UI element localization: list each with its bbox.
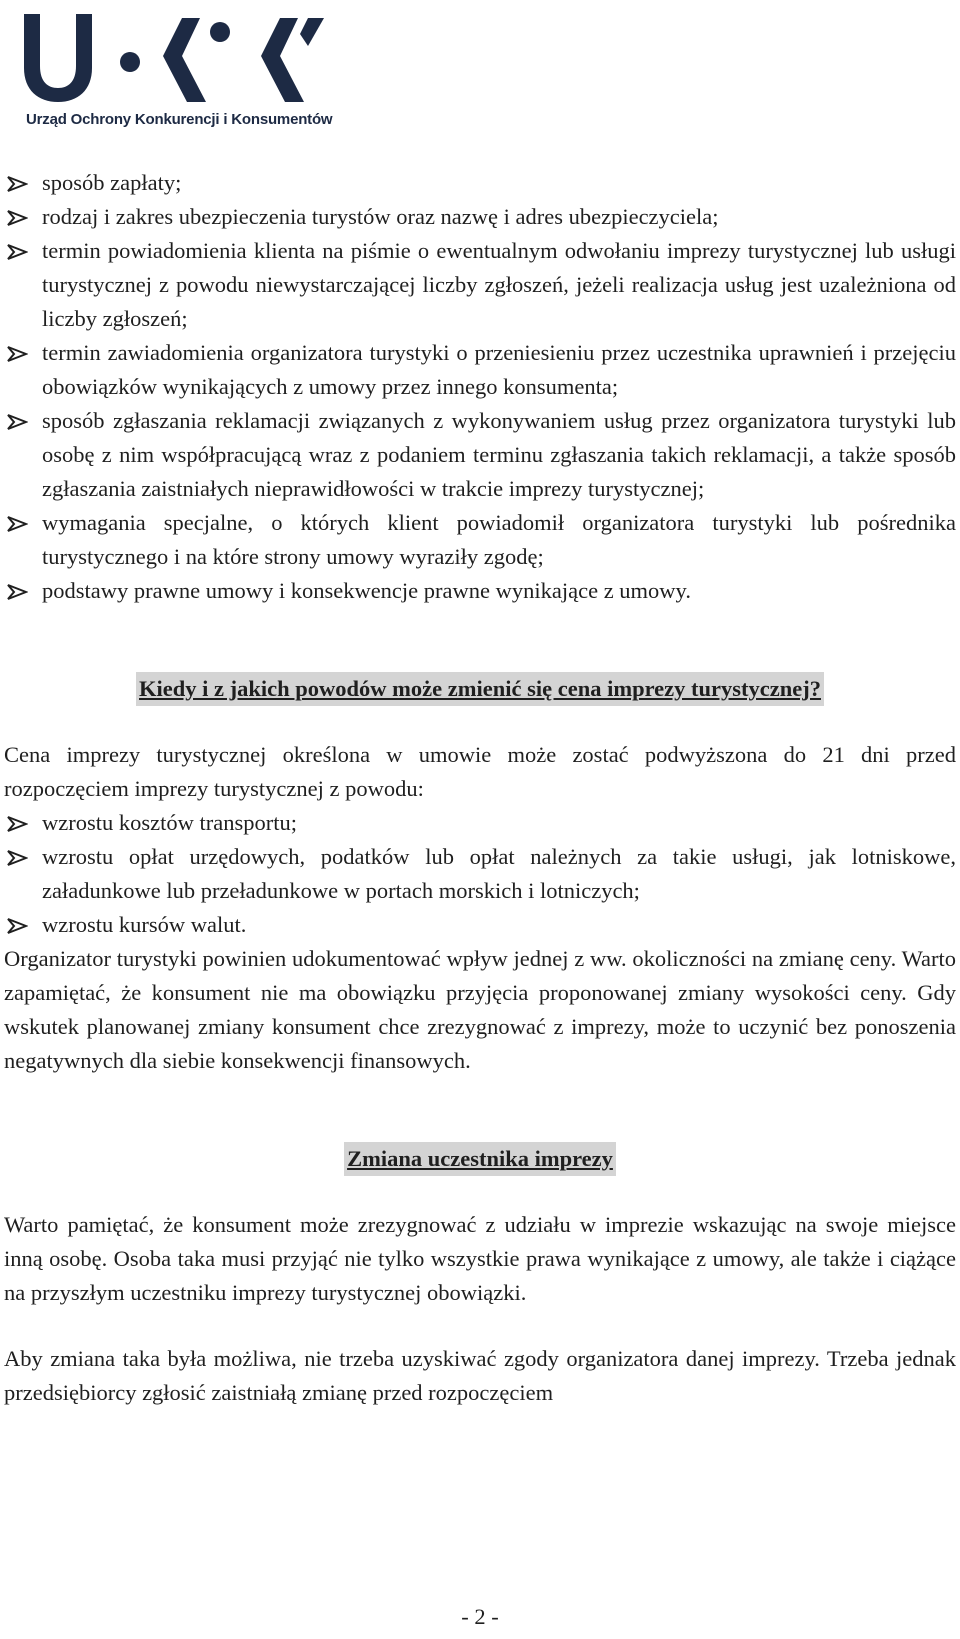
section-heading-wrapper <box>4 1142 956 1176</box>
page-number: - 2 - <box>461 1604 499 1629</box>
section-heading-participant-change: Zmiana uczestnika imprezy <box>344 1142 616 1176</box>
list-item-text: sposób zapłaty; <box>42 170 182 195</box>
arrow-bullet-icon <box>6 346 28 362</box>
arrow-bullet-icon <box>6 584 28 600</box>
list-item-text: wzrostu kursów walut. <box>42 912 247 937</box>
list-item-text: sposób zgłaszania reklamacji związanych z wykonywaniem usług przez organizatora turystyki lub osobę z nim współpracującą wraz z podaniem terminu zgłaszania takich reklamacji, a także sposób zgłaszania zaistniałych nieprawidłowości w trakcie imprezy turystycznej; <box>42 408 956 501</box>
arrow-bullet-icon <box>6 210 28 226</box>
price-change-reasons-list <box>4 806 956 942</box>
list-item-text: wzrostu kosztów transportu; <box>42 810 297 835</box>
list-item <box>4 840 956 908</box>
section-heading-wrapper <box>4 672 956 706</box>
list-item <box>4 234 956 336</box>
arrow-bullet-icon <box>6 816 28 832</box>
price-change-paragraph: Organizator turystyki powinien udokumentować wpływ jednej z ww. okoliczności na zmianę ceny. Warto zapamiętać, że konsument nie ma obowiązku przyjęcia proponowanej zmiany wysokości ceny. Gdy wskutek planowanej zmiany konsument chce zrezygnować z imprezy, może to uczynić bez ponoszenia negatywnych dla siebie konsekwencji finansowych. <box>4 946 956 1073</box>
arrow-bullet-icon <box>6 176 28 192</box>
arrow-bullet-icon <box>6 918 28 934</box>
list-item <box>4 336 956 404</box>
arrow-bullet-icon <box>6 516 28 532</box>
list-item <box>4 166 956 200</box>
participant-change-paragraph-2: Aby zmiana taka była możliwa, nie trzeba uzyskiwać zgody organizatora danej imprezy. Trzeba jednak przedsiębiorcy zgłosić zaistniałą zmianę przed rozpoczęciem <box>4 1346 956 1405</box>
contract-elements-list <box>4 166 956 608</box>
list-item <box>4 506 956 574</box>
list-item-text: termin zawiadomienia organizatora turystyki o przeniesieniu przez uczestnika uprawnień i przejęciu obowiązków wynikających z umowy przez innego konsumenta; <box>42 340 956 399</box>
list-item <box>4 574 956 608</box>
arrow-bullet-icon <box>6 244 28 260</box>
logo-caption: Urząd Ochrony Konkurencji i Konsumentów <box>26 111 333 128</box>
list-item <box>4 200 956 234</box>
list-item <box>4 404 956 506</box>
list-item-text: wzrostu opłat urzędowych, podatków lub opłat należnych za takie usługi, jak lotniskowe, załadunkowe lub przeładunkowe w portach morskich i lotniczych; <box>42 844 956 903</box>
document-body <box>4 166 956 1410</box>
arrow-bullet-icon <box>6 414 28 430</box>
participant-change-paragraph-1: Warto pamiętać, że konsument może zrezygnować z udziału w imprezie wskazując na swoje miejsce inną osobę. Osoba taka musi przyjąć nie tylko wszystkie prawa wynikające z umowy, ale także i ciążące na przyszłym uczestniku imprezy turystycznej obowiązki. <box>4 1212 956 1305</box>
list-item-text: rodzaj i zakres ubezpieczenia turystów oraz nazwę i adres ubezpieczyciela; <box>42 204 719 229</box>
list-item <box>4 806 956 840</box>
arrow-bullet-icon <box>6 850 28 866</box>
list-item-text: termin powiadomienia klienta na piśmie o ewentualnym odwołaniu imprezy turystycznej lub usługi turystycznej z powodu niewystarczającej liczby zgłoszeń, jeżeli realizacja usług jest uzależniona od liczby zgłoszeń; <box>42 238 956 331</box>
list-item-text: podstawy prawne umowy i konsekwencje prawne wynikające z umowy. <box>42 578 691 603</box>
list-item <box>4 908 956 942</box>
price-change-intro: Cena imprezy turystycznej określona w umowie może zostać podwyższona do 21 dni przed rozpoczęciem imprezy turystycznej z powodu: <box>4 742 956 801</box>
uokik-logo <box>22 10 342 135</box>
list-item-text: wymagania specjalne, o których klient powiadomił organizatora turystyki lub pośrednika turystycznego i na które strony umowy wyraziły zgodę; <box>42 510 956 569</box>
uokik-logo-mark <box>22 10 342 110</box>
section-heading-price-change: Kiedy i z jakich powodów może zmienić się cena imprezy turystycznej? <box>136 672 824 706</box>
